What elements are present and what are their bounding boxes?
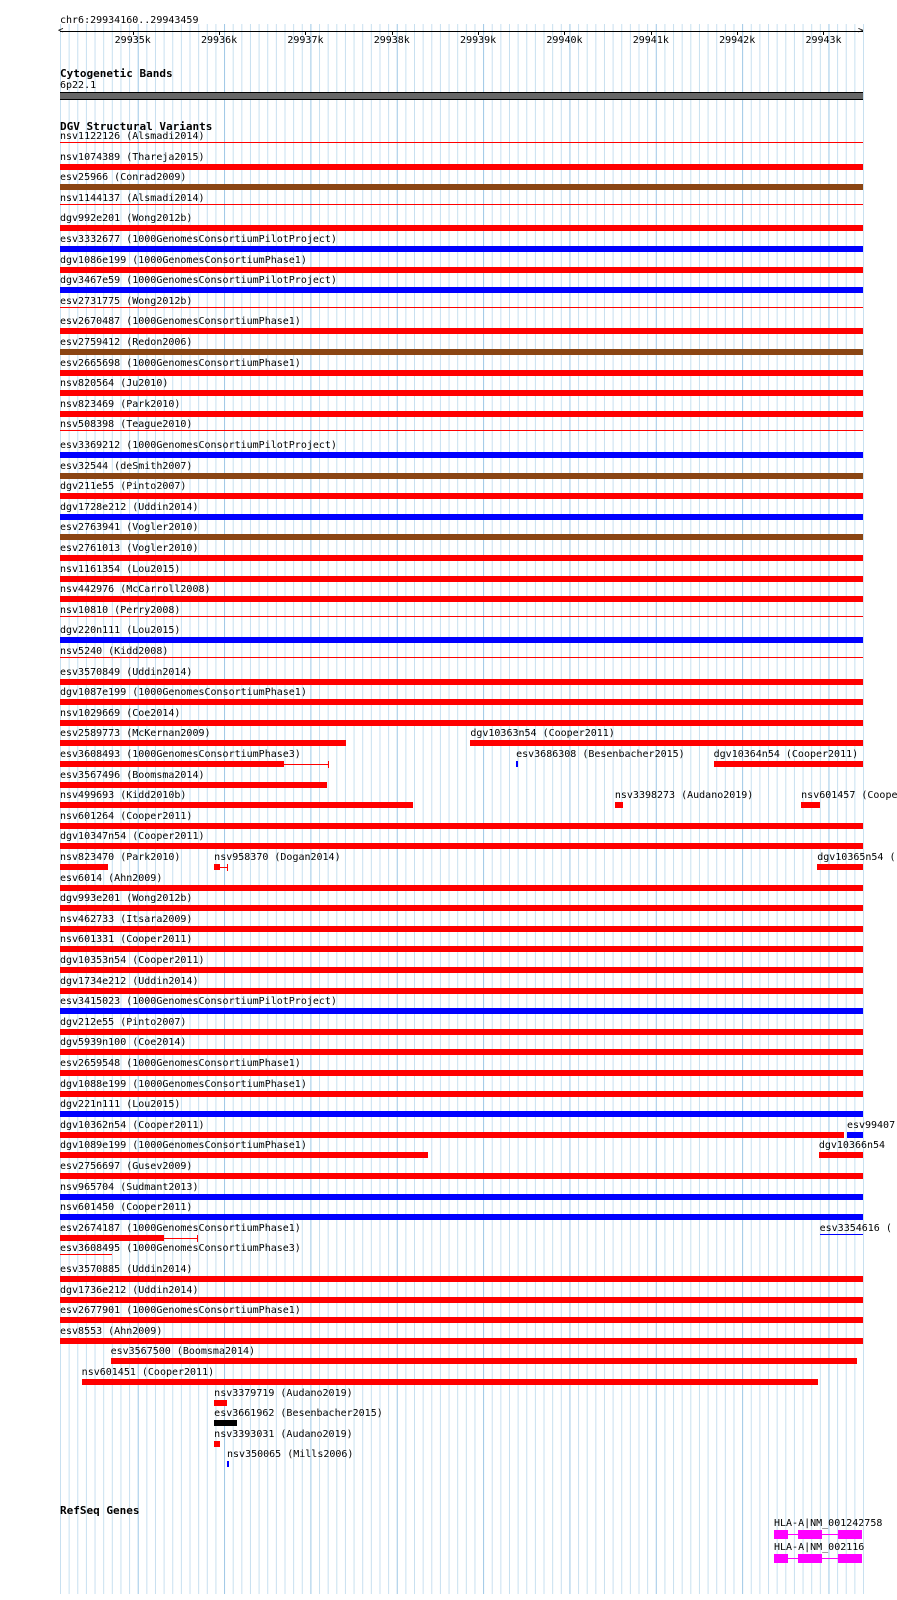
- sv-feature-bar[interactable]: [60, 967, 863, 973]
- sv-label[interactable]: esv2674187 (1000GenomesConsortiumPhase1): [60, 1222, 301, 1234]
- sv-label[interactable]: nsv3393031 (Audano2019): [214, 1428, 353, 1440]
- sv-feature-whisker-cap: [328, 761, 329, 768]
- sv-label[interactable]: esv2670487 (1000GenomesConsortiumPhase1): [60, 316, 301, 328]
- sv-label[interactable]: dgv10364n54 (Cooper2011): [713, 749, 859, 760]
- sv-label[interactable]: dgv1088e199 (1000GenomesConsortiumPhase1): [60, 1078, 307, 1090]
- sv-feature-bar[interactable]: [60, 390, 863, 396]
- sv-feature-bar[interactable]: [60, 534, 863, 540]
- ruler-tick-label: 29940k: [546, 35, 583, 46]
- sv-feature-bar[interactable]: [60, 637, 863, 643]
- sv-label[interactable]: nsv508398 (Teague2010): [60, 419, 193, 431]
- sv-feature-bar[interactable]: [60, 699, 863, 705]
- sv-feature-bar[interactable]: [60, 1194, 863, 1200]
- sv-label[interactable]: esv6014 (Ahn2009): [60, 872, 163, 884]
- sv-feature-whisker-cap: [197, 1235, 198, 1242]
- ruler-tick-label: 29938k: [373, 35, 410, 46]
- cytoband-track-title: Cytogenetic Bands: [60, 67, 173, 80]
- sv-feature-whisker[interactable]: [164, 1238, 197, 1239]
- sv-label[interactable]: dgv1087e199 (1000GenomesConsortiumPhase1): [60, 687, 307, 699]
- sv-feature-bar[interactable]: [60, 1338, 863, 1344]
- sv-feature-bar[interactable]: [60, 411, 863, 417]
- sv-label[interactable]: dgv212e55 (Pinto2007): [60, 1016, 187, 1028]
- sv-feature-bar[interactable]: [60, 267, 863, 273]
- sv-label[interactable]: dgv992e201 (Wong2012b): [60, 213, 193, 225]
- sv-label[interactable]: esv3354616 (: [819, 1222, 892, 1234]
- ruler-tick-label: 29941k: [632, 35, 669, 46]
- sv-feature-bar[interactable]: [60, 679, 863, 685]
- sv-feature-whisker[interactable]: [220, 867, 227, 868]
- ruler: [60, 26, 863, 46]
- sv-feature-bar[interactable]: [60, 370, 863, 376]
- sv-feature-bar[interactable]: [60, 823, 863, 829]
- sv-feature-bar[interactable]: [60, 1214, 863, 1220]
- sv-label[interactable]: esv2759412 (Redon2006): [60, 337, 193, 348]
- sv-feature-bar[interactable]: [214, 1400, 227, 1406]
- sv-label[interactable]: nsv823470 (Park2010): [60, 852, 181, 863]
- sv-feature-bar[interactable]: [60, 1276, 863, 1282]
- sv-label[interactable]: dgv10353n54 (Cooper2011): [60, 955, 205, 966]
- sv-feature-bar[interactable]: [60, 802, 413, 808]
- sv-feature-bar[interactable]: [82, 1379, 818, 1385]
- sv-feature-bar[interactable]: [470, 740, 863, 746]
- sv-label[interactable]: esv3567496 (Boomsma2014): [60, 769, 205, 781]
- sv-label[interactable]: esv99407: [846, 1119, 896, 1131]
- sv-label[interactable]: esv3369212 (1000GenomesConsortiumPilotProject): [60, 440, 337, 451]
- ruler-left-arrow: <: [58, 26, 64, 36]
- sv-label[interactable]: esv3661962 (Besenbacher2015): [214, 1408, 383, 1420]
- sv-label[interactable]: nsv462733 (Itsara2009): [60, 913, 193, 925]
- refseq-gene-exon[interactable]: [798, 1554, 822, 1563]
- sv-label[interactable]: nsv442976 (McCarroll2008): [60, 584, 211, 596]
- sv-label[interactable]: nsv1029669 (Coe2014): [60, 707, 181, 719]
- sv-feature-bar[interactable]: [60, 473, 863, 479]
- sv-feature-bar[interactable]: [819, 1152, 863, 1158]
- sv-feature-whisker-cap: [227, 864, 228, 871]
- sv-label[interactable]: dgv993e201 (Wong2012b): [60, 893, 193, 905]
- sv-feature-bar[interactable]: [60, 349, 863, 355]
- sv-label[interactable]: nsv1161354 (Lou2015): [60, 563, 181, 575]
- sv-label[interactable]: dgv10365n54 (: [817, 852, 896, 863]
- sv-feature-bar[interactable]: [60, 843, 863, 849]
- sv-label[interactable]: esv3332677 (1000GenomesConsortiumPilotProject): [60, 234, 337, 245]
- sv-label[interactable]: nsv823469 (Park2010): [60, 398, 181, 410]
- sv-label[interactable]: esv2659548 (1000GenomesConsortiumPhase1): [60, 1058, 301, 1069]
- sv-label[interactable]: esv2665698 (1000GenomesConsortiumPhase1): [60, 357, 301, 369]
- sv-label[interactable]: nsv5240 (Kidd2008): [60, 646, 169, 657]
- sv-feature-bar[interactable]: [111, 1358, 857, 1364]
- refseq-track-title: RefSeq Genes: [60, 1504, 140, 1517]
- sv-label[interactable]: nsv820564 (Ju2010): [60, 378, 169, 390]
- sv-feature-bar[interactable]: [60, 287, 863, 293]
- ruler-tick-label: 29937k: [287, 35, 324, 46]
- sv-feature-bar[interactable]: [60, 1254, 112, 1255]
- sv-label[interactable]: dgv10366n54: [818, 1140, 886, 1152]
- sv-feature-bar[interactable]: [615, 802, 623, 808]
- sv-feature-bar[interactable]: [60, 307, 863, 308]
- sv-label[interactable]: dgv221n111 (Lou2015): [60, 1099, 181, 1111]
- sv-label[interactable]: dgv1728e212 (Uddin2014): [60, 501, 199, 513]
- sv-track-title: DGV Structural Variants: [60, 120, 213, 133]
- sv-feature-bar[interactable]: [60, 1049, 863, 1055]
- sv-feature-bar[interactable]: [214, 1420, 236, 1426]
- sv-feature-bar[interactable]: [60, 452, 863, 458]
- sv-feature-bar[interactable]: [60, 1173, 863, 1179]
- sv-feature-bar[interactable]: [60, 430, 863, 431]
- ruler-axis-line: [60, 31, 863, 32]
- sv-label[interactable]: dgv1089e199 (1000GenomesConsortiumPhase1): [60, 1140, 307, 1152]
- sv-feature-bar[interactable]: [60, 720, 863, 726]
- sv-feature-bar[interactable]: [60, 1091, 863, 1097]
- sv-label[interactable]: esv3570849 (Uddin2014): [60, 666, 193, 678]
- sv-feature-bar[interactable]: [60, 885, 863, 891]
- ruler-right-arrow: >: [858, 26, 864, 36]
- sv-feature-bar[interactable]: [714, 761, 863, 767]
- sv-label[interactable]: esv3415023 (1000GenomesConsortiumPilotProject): [60, 996, 337, 1008]
- sv-label[interactable]: dgv10362n54 (Cooper2011): [60, 1119, 205, 1131]
- sv-feature-bar[interactable]: [60, 1132, 844, 1138]
- sv-feature-bar[interactable]: [60, 204, 863, 205]
- sv-label[interactable]: dgv10363n54 (Cooper2011): [470, 728, 615, 740]
- sv-label[interactable]: esv2763941 (Vogler2010): [60, 522, 199, 534]
- sv-feature-bar[interactable]: [60, 926, 863, 932]
- sv-label[interactable]: dgv3467e59 (1000GenomesConsortiumPilotProject): [60, 275, 337, 287]
- sv-label[interactable]: esv2589773 (McKernan2009): [60, 728, 211, 740]
- sv-feature-bar[interactable]: [60, 1297, 863, 1303]
- sv-feature-bar[interactable]: [60, 1152, 428, 1158]
- sv-feature-bar[interactable]: [60, 1070, 863, 1076]
- sv-label[interactable]: dgv1736e212 (Uddin2014): [60, 1284, 199, 1296]
- sv-feature-bar[interactable]: [60, 225, 863, 231]
- sv-feature-bar[interactable]: [820, 1234, 863, 1235]
- sv-feature-bar[interactable]: [516, 761, 518, 767]
- refseq-gene-exon[interactable]: [774, 1554, 788, 1563]
- sv-feature-bar[interactable]: [60, 905, 863, 911]
- sv-label[interactable]: nsv601450 (Cooper2011): [60, 1202, 193, 1214]
- sv-feature-bar[interactable]: [60, 493, 863, 499]
- sv-label[interactable]: nsv1122126 (Alsmadi2014): [60, 131, 205, 142]
- sv-feature-bar[interactable]: [60, 142, 863, 143]
- refseq-gene-label[interactable]: HLA-A|NM_002116: [774, 1542, 865, 1553]
- ruler-range-label: chr6:29934160..29943459: [60, 15, 199, 26]
- sv-label[interactable]: nsv350065 (Mills2006): [227, 1449, 354, 1461]
- sv-label[interactable]: esv25966 (Conrad2009): [60, 172, 187, 184]
- sv-feature-bar[interactable]: [60, 1235, 164, 1241]
- sv-label[interactable]: nsv601451 (Cooper2011): [81, 1367, 215, 1378]
- sv-label[interactable]: esv2756697 (Gusev2009): [60, 1161, 193, 1172]
- sv-label[interactable]: nsv958370 (Dogan2014): [214, 852, 341, 863]
- sv-feature-bar[interactable]: [60, 761, 284, 767]
- ruler-tick-label: 29935k: [114, 35, 151, 46]
- ruler-tick-label: 29942k: [719, 35, 756, 46]
- sv-feature-bar[interactable]: [60, 988, 863, 994]
- sv-feature-bar[interactable]: [60, 184, 863, 190]
- sv-label[interactable]: dgv211e55 (Pinto2007): [60, 481, 187, 493]
- sv-label[interactable]: nsv601331 (Cooper2011): [60, 934, 193, 946]
- sv-label[interactable]: dgv220n111 (Lou2015): [60, 625, 181, 637]
- sv-label[interactable]: nsv1074389 (Thareja2015): [60, 151, 205, 163]
- sv-feature-bar[interactable]: [60, 246, 863, 252]
- sv-label[interactable]: esv2677901 (1000GenomesConsortiumPhase1): [60, 1305, 301, 1317]
- sv-label[interactable]: esv3608495 (1000GenomesConsortiumPhase3): [60, 1243, 301, 1255]
- sv-label[interactable]: dgv1734e212 (Uddin2014): [60, 975, 199, 987]
- sv-feature-bar[interactable]: [60, 782, 327, 788]
- ruler-tick-label: 29936k: [201, 35, 238, 46]
- sv-feature-bar[interactable]: [60, 740, 346, 746]
- sv-label[interactable]: esv2761013 (Vogler2010): [60, 543, 199, 554]
- sv-label[interactable]: esv3608493 (1000GenomesConsortiumPhase3): [60, 749, 301, 760]
- sv-label[interactable]: nsv601264 (Cooper2011): [60, 810, 193, 822]
- sv-feature-bar[interactable]: [60, 555, 863, 561]
- sv-label[interactable]: esv3686308 (Besenbacher2015): [516, 749, 685, 760]
- sv-feature-bar[interactable]: [817, 864, 863, 870]
- sv-feature-bar[interactable]: [60, 1317, 863, 1323]
- sv-label[interactable]: esv3567500 (Boomsma2014): [110, 1346, 256, 1358]
- sv-feature-bar[interactable]: [60, 514, 863, 520]
- refseq-gene-exon[interactable]: [798, 1530, 822, 1539]
- sv-label[interactable]: esv32544 (deSmith2007): [60, 460, 193, 472]
- sv-feature-bar[interactable]: [847, 1132, 863, 1138]
- sv-label[interactable]: esv2731775 (Wong2012b): [60, 295, 193, 307]
- sv-label[interactable]: esv8553 (Ahn2009): [60, 1325, 163, 1337]
- sv-label[interactable]: dgv10347n54 (Cooper2011): [60, 831, 205, 843]
- cytoband-6p22.1[interactable]: [60, 92, 863, 100]
- sv-label[interactable]: nsv3379719 (Audano2019): [214, 1387, 353, 1399]
- sv-feature-bar[interactable]: [801, 802, 820, 808]
- refseq-gene-exon[interactable]: [838, 1530, 862, 1539]
- sv-label[interactable]: nsv601457 (Coope: [801, 790, 897, 802]
- sv-feature-bar[interactable]: [60, 596, 863, 602]
- sv-label[interactable]: esv3570885 (Uddin2014): [60, 1264, 193, 1275]
- refseq-gene-label[interactable]: HLA-A|NM_001242758: [774, 1518, 883, 1529]
- sv-feature-bar[interactable]: [60, 864, 108, 870]
- sv-feature-bar[interactable]: [60, 1008, 863, 1014]
- ruler-tick-label: 29943k: [805, 35, 842, 46]
- cytoband-label: 6p22.1: [60, 80, 97, 91]
- sv-label[interactable]: nsv965704 (Sudmant2013): [60, 1181, 199, 1193]
- sv-feature-bar[interactable]: [60, 657, 863, 658]
- sv-label[interactable]: nsv499693 (Kidd2010b): [60, 790, 187, 802]
- sv-feature-bar[interactable]: [60, 616, 863, 617]
- ruler-tick-label: 29939k: [460, 35, 497, 46]
- sv-label[interactable]: nsv10810 (Perry2008): [60, 604, 181, 616]
- sv-feature-bar[interactable]: [60, 1111, 863, 1117]
- sv-feature-bar[interactable]: [60, 946, 863, 952]
- sv-feature-bar[interactable]: [227, 1461, 229, 1467]
- sv-feature-bar[interactable]: [60, 576, 863, 582]
- refseq-gene-exon[interactable]: [838, 1554, 862, 1563]
- sv-feature-whisker[interactable]: [284, 764, 328, 765]
- sv-feature-bar[interactable]: [60, 164, 863, 170]
- sv-label[interactable]: dgv5939n100 (Coe2014): [60, 1037, 187, 1049]
- sv-label[interactable]: dgv1086e199 (1000GenomesConsortiumPhase1): [60, 254, 307, 266]
- refseq-gene-exon[interactable]: [774, 1530, 788, 1539]
- sv-feature-bar[interactable]: [60, 328, 863, 334]
- sv-label[interactable]: nsv3398273 (Audano2019): [614, 790, 754, 802]
- sv-feature-bar[interactable]: [214, 1441, 220, 1447]
- sv-label[interactable]: nsv1144137 (Alsmadi2014): [60, 192, 205, 204]
- sv-feature-bar[interactable]: [60, 1029, 863, 1035]
